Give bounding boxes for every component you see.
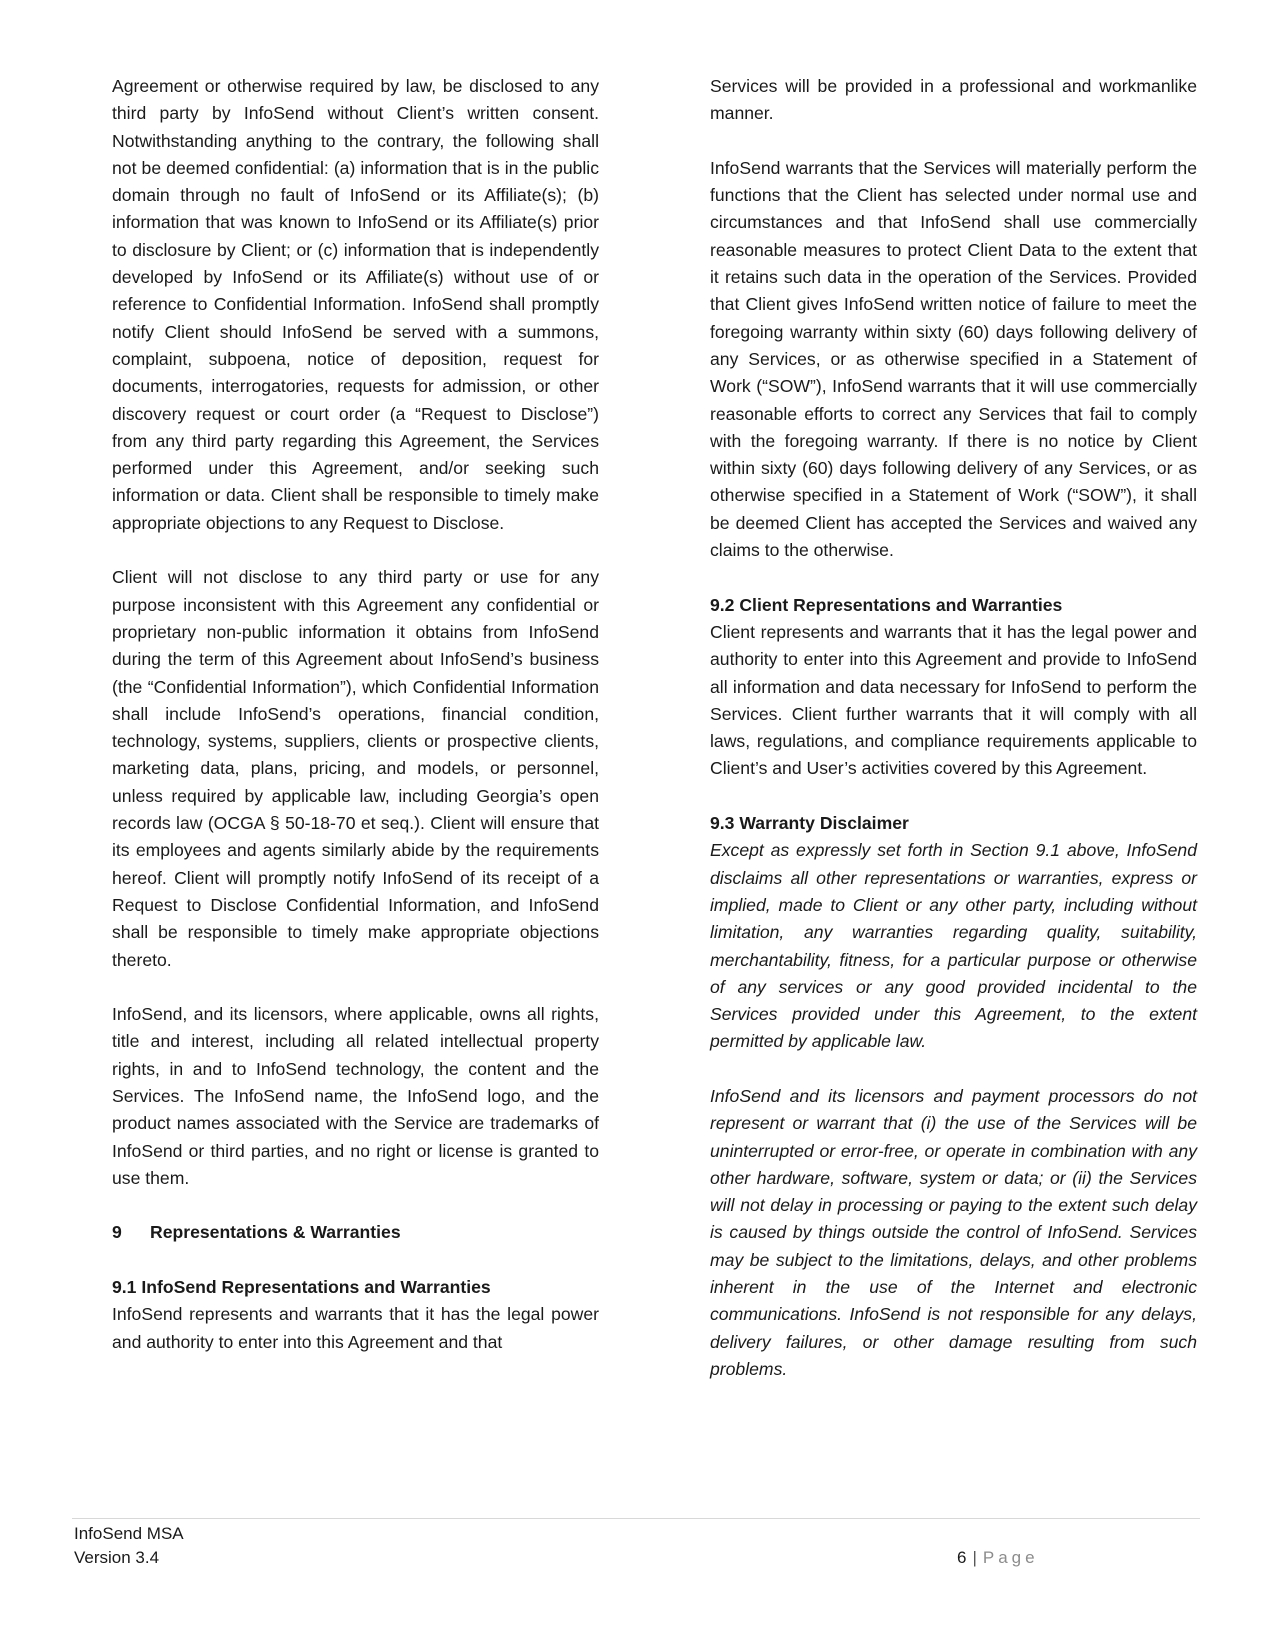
confidentiality-paragraph-continued: Agreement or otherwise required by law, be disclosed to any third party by InfoSend without Client’s written consent. Notwithstanding anything to the contrary, the following shall not be deemed confidential: (a) information that is in the public domain through no fault of InfoSend or its Affiliate(s); (b) information that was known to InfoSend or its Affiliate(s) prior to disclosure by Client; or (c) information that is independently developed by InfoSend or its Affiliate(s) without use of or reference to Confidential Information. InfoSend shall promptly notify Client should InfoSend be served with a summons, complaint, subpoena, notice of deposition, request for documents, interrogatories, requests for admission, or other discovery request or court order (a “Request to Disclose”) from any third party regarding this Agreement, the Services performed under this Agreement, and/or seeking such information or data. Client shall be responsible to timely make appropriate objections to any Request to Disclose. — [112, 76, 599, 533]
section-9-2-heading: 9.2 Client Representations and Warranties — [710, 594, 1063, 615]
section-9-heading — [112, 1219, 599, 1246]
footer-document-name: InfoSend MSA — [74, 1524, 184, 1543]
section-9-1-heading: 9.1 InfoSend Representations and Warranties — [112, 1277, 491, 1298]
section-9-3-limitations-paragraph: InfoSend and its licensors and payment processors do not represent or warrant that (i) the use of the Services will be uninterrupted or error-free, or operate in combination with any other hardware, software, system or data; or (ii) the Services will not delay in processing or paying to the extent such delay is caused by things outside the control of InfoSend. Services may be subject to the limitations, delays, and other problems inherent in the use of the Internet and electronic communications. InfoSend is not responsible for any delays, delivery failures, or other damage resulting from such problems. — [710, 1085, 1197, 1379]
section-9-1-paragraph: InfoSend represents and warrants that it has the legal power and authority to enter into this Agreement and that — [112, 1304, 599, 1352]
page-separator: | — [972, 1548, 977, 1567]
intellectual-property-paragraph: InfoSend, and its licensors, where applicable, owns all rights, title and interest, including all related intellectual property rights, in and to InfoSend technology, the content and the Services. The InfoSend name, the InfoSend logo, and the product names associated with the Service are trademarks of InfoSend or third parties, and no right or license is granted to use them. — [112, 1004, 599, 1188]
footer-page-indicator — [957, 1546, 1039, 1570]
footer-version: Version 3.4 — [74, 1548, 160, 1567]
right-column — [710, 73, 1197, 1383]
left-column — [112, 73, 599, 1356]
section-9-2-paragraph: Client represents and warrants that it has the legal power and authority to enter into this Agreement and provide to InfoSend all information and data necessary for InfoSend to perform the Services. Client further warrants that it will comply with all laws, regulations, and compliance requirements applicable to Client’s and User’s activities covered by this Agreement. — [710, 621, 1197, 779]
section-9-3-heading: 9.3 Warranty Disclaimer — [710, 813, 909, 834]
section-9-3-disclaimer-paragraph: Except as expressly set forth in Section 9.1 above, InfoSend disclaims all other representations or warranties, express or implied, made to Client or any other party, including without limitation, any warranties regarding quality, suitability, merchantability, fitness, for a particular purpose or otherwise of any services or any good provided incidental to the Services provided under this Agreement, to the extent permitted by applicable law. — [710, 840, 1197, 1052]
footer-document-info — [74, 1522, 184, 1570]
client-confidentiality-paragraph: Client will not disclose to any third party or use for any purpose inconsistent with this Agreement any confidential or proprietary non-public information it obtains from InfoSend during the term of this Agreement about InfoSend’s business (the “Confidential Information”), which Confidential Information shall include InfoSend’s operations, financial condition, technology, systems, suppliers, clients or prospective clients, marketing data, plans, pricing, and models, or personnel, unless required by applicable law, including Georgia’s open records law (OCGA § 50-18-70 et seq.). Client will ensure that its employees and agents similarly abide by the requirements hereof. Client will promptly notify InfoSend of its receipt of a Request to Disclose Confidential Information, and InfoSend shall be responsible to timely make appropriate objections thereto. — [112, 567, 599, 970]
services-warranty-paragraph: InfoSend warrants that the Services will materially perform the functions that the Client has selected under normal use and circumstances and that InfoSend shall use commercially reasonable measures to protect Client Data to the extent that it retains such data in the operation of the Services. Provided that Client gives InfoSend written notice of failure to meet the foregoing warranty within sixty (60) days following delivery of any Services, or as otherwise specified in a Statement of Work (“SOW”), InfoSend warrants that it will use commercially reasonable efforts to correct any Services that fail to comply with the foregoing warranty. If there is no notice by Client within sixty (60) days following delivery of any Services, or as otherwise specified in a Statement of Work (“SOW”), it shall be deemed Client has accepted the Services and waived any claims to the otherwise. — [710, 157, 1197, 561]
section-9-1-paragraph-continued: Services will be provided in a professional and workmanlike manner. — [710, 76, 1197, 124]
page-number: 6 — [957, 1548, 967, 1567]
section-9-number: 9 — [112, 1222, 122, 1243]
footer-divider — [72, 1518, 1200, 1519]
page-label: Page — [982, 1548, 1039, 1567]
section-9-title: Representations & Warranties — [150, 1222, 401, 1243]
